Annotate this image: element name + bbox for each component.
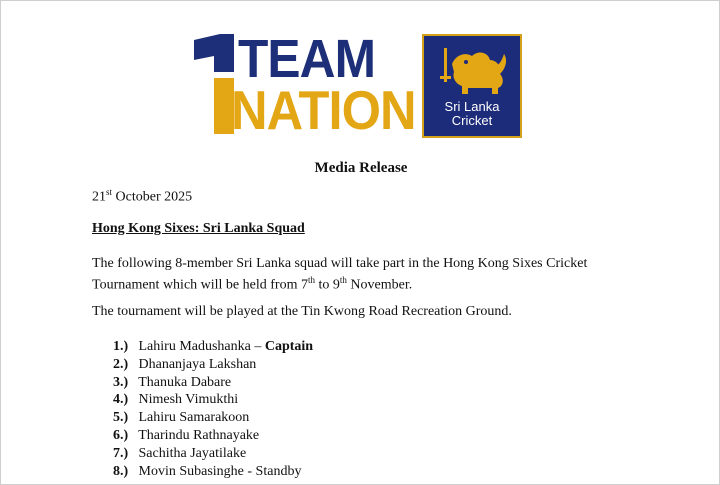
- player-name: Thanuka Dabare: [138, 374, 232, 390]
- team-nation-logo: [184, 29, 524, 141]
- para1-part2: to 9: [314, 277, 340, 293]
- squad-item: [113, 427, 313, 445]
- squad-number: 4.): [113, 392, 129, 408]
- date-rest: October 2025: [112, 189, 193, 205]
- badge-line-sri-lanka: Sri Lanka: [444, 99, 500, 114]
- squad-item: [113, 445, 313, 463]
- para1-part1: The following 8-member Sri Lanka squad will take part in the Hong Kong Sixes Cricket Tournament which will be held from 7: [92, 256, 588, 293]
- squad-number: 1.): [113, 339, 129, 354]
- media-release-heading: Media Release: [314, 160, 408, 176]
- squad-number: 5.): [113, 410, 129, 426]
- player-name: Tharindu Rathnayake: [138, 427, 260, 443]
- venue-paragraph: The tournament will be played at the Tin Kwong Road Recreation Ground.: [92, 304, 512, 319]
- player-name: Lahiru Madushanka –: [138, 339, 265, 354]
- release-date: [92, 187, 192, 206]
- squad-item: [113, 409, 313, 427]
- subject-line: Hong Kong Sixes: Sri Lanka Squad: [92, 221, 305, 236]
- player-name: Dhananjaya Lakshan: [138, 356, 257, 372]
- squad-item: [113, 374, 313, 392]
- squad-item: [113, 356, 313, 374]
- squad-item: [113, 338, 313, 356]
- sri-lanka-cricket-badge: [422, 34, 522, 138]
- badge-line-cricket: Cricket: [451, 113, 493, 128]
- announcement-paragraph: [92, 255, 652, 294]
- captain-label: Captain: [264, 339, 314, 354]
- lion-icon: [438, 46, 510, 98]
- squad-list: [113, 338, 313, 480]
- para1-part3: November.: [346, 277, 413, 293]
- player-name: Sachitha Jayatilake: [138, 445, 247, 461]
- para1-sup2: th: [339, 275, 347, 285]
- player-name: Movin Subasinghe - Standby: [138, 463, 302, 479]
- para1-sup1: th: [307, 275, 315, 285]
- squad-number: 6.): [113, 427, 129, 443]
- squad-number: 8.): [113, 463, 129, 479]
- squad-number: 7.): [113, 445, 129, 461]
- date-day: 21: [92, 189, 106, 205]
- squad-item: [113, 463, 313, 481]
- logo-nation-text: NATION: [231, 79, 416, 141]
- squad-number: 3.): [113, 374, 129, 390]
- date-suffix: st: [106, 187, 113, 197]
- squad-number: 2.): [113, 356, 129, 372]
- player-name: Lahiru Samarakoon: [138, 410, 250, 426]
- player-name: Nimesh Vimukthi: [138, 392, 239, 408]
- logo-team-text: TEAM: [238, 29, 376, 89]
- squad-item: [113, 391, 313, 409]
